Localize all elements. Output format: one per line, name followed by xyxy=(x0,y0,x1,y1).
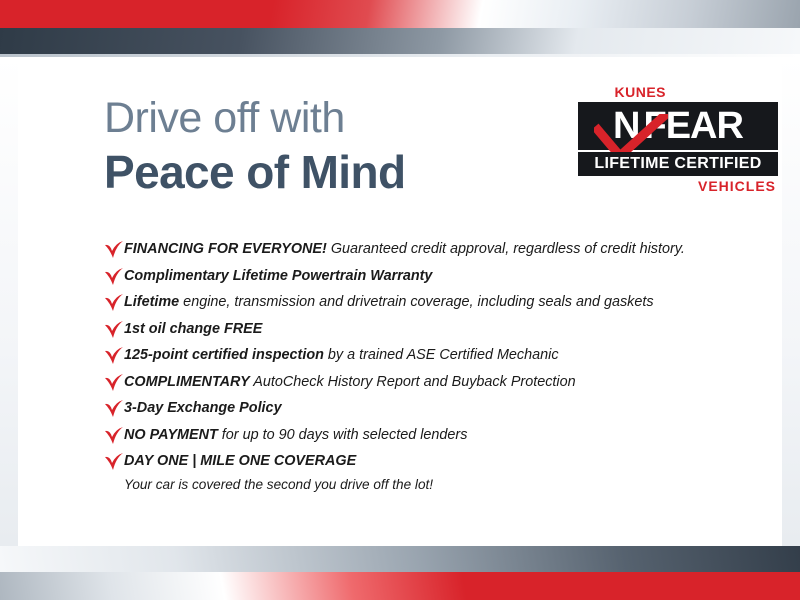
list-item-emphasis: COMPLIMENTARY xyxy=(124,373,250,390)
list-item-emphasis: FINANCING FOR EVERYONE! xyxy=(124,241,327,257)
check-icon-wrap xyxy=(104,347,124,365)
list-item-text xyxy=(124,267,432,286)
list-item-detail: Guaranteed credit approval, regardless of credit history. xyxy=(326,241,685,257)
check-icon xyxy=(104,400,124,418)
check-icon xyxy=(104,294,124,312)
list-item-detail: for up to 90 days with selected lenders xyxy=(217,426,468,443)
logo-footer-text: VEHICLES xyxy=(697,178,776,194)
list-item-detail: AutoCheck History Report and Buyback Protection xyxy=(249,373,576,390)
list-item xyxy=(104,240,744,259)
list-item xyxy=(104,373,744,392)
check-icon-wrap xyxy=(104,241,124,259)
check-icon-wrap xyxy=(104,268,124,286)
check-icon-wrap xyxy=(104,294,124,312)
check-icon xyxy=(104,268,124,286)
page-title xyxy=(104,96,544,198)
list-item-text xyxy=(124,240,685,259)
check-icon-wrap xyxy=(104,374,124,392)
check-icon xyxy=(104,321,124,339)
check-icon-wrap xyxy=(104,453,124,471)
logo-letter-n: N xyxy=(613,104,640,147)
list-item-subtext: Your car is covered the second you drive off the lot! xyxy=(124,476,434,492)
check-icon xyxy=(104,427,124,445)
check-icon xyxy=(104,374,124,392)
list-item-text xyxy=(124,399,282,418)
list-item-text xyxy=(124,346,559,365)
list-item-emphasis: Complimentary Lifetime Powertrain Warranty xyxy=(124,267,433,284)
bottom-grey-band xyxy=(0,546,800,572)
list-item xyxy=(104,399,744,418)
logo-brand-text: KUNES xyxy=(614,84,666,100)
list-item-text xyxy=(124,293,654,312)
list-item-text xyxy=(124,452,356,471)
list-item xyxy=(104,346,744,365)
list-item xyxy=(104,320,744,339)
list-item-text xyxy=(124,426,467,445)
left-edge-band xyxy=(0,57,18,546)
no-fear-logo xyxy=(578,84,778,194)
list-item-emphasis: 1st oil change FREE xyxy=(124,320,263,337)
check-icon xyxy=(104,241,124,259)
list-item-text xyxy=(124,320,262,339)
right-edge-band xyxy=(782,57,800,546)
check-icon-wrap xyxy=(104,427,124,445)
list-item xyxy=(104,293,744,312)
top-grey-band xyxy=(0,28,800,54)
list-item xyxy=(104,426,744,445)
list-item-emphasis: 3-Day Exchange Policy xyxy=(124,400,282,417)
check-icon xyxy=(104,347,124,365)
list-item-text xyxy=(124,373,576,392)
list-item-emphasis: NO PAYMENT xyxy=(124,426,218,443)
benefits-list xyxy=(104,240,744,493)
check-icon xyxy=(104,453,124,471)
list-item-emphasis: Lifetime xyxy=(124,294,180,311)
bottom-red-band xyxy=(0,572,800,600)
check-icon-wrap xyxy=(104,321,124,339)
logo-subtitle: LIFETIME CERTIFIED xyxy=(578,152,778,176)
logo-word-fear: FEAR xyxy=(643,104,743,147)
check-icon-wrap xyxy=(104,400,124,418)
list-item-detail: engine, transmission and drivetrain coverage, including seals and gaskets xyxy=(179,294,654,311)
top-thin-band xyxy=(0,54,800,57)
list-item-detail: by a trained ASE Certified Mechanic xyxy=(323,347,559,364)
list-item xyxy=(104,452,744,471)
list-item-emphasis: 125-point certified inspection xyxy=(124,347,324,364)
headline-line-1: Drive off with xyxy=(104,94,345,142)
logo-main-text xyxy=(578,102,778,150)
list-item xyxy=(104,267,744,286)
list-item-emphasis: DAY ONE | MILE ONE COVERAGE xyxy=(124,453,357,470)
headline-line-2: Peace of Mind xyxy=(104,146,406,199)
top-red-band xyxy=(0,0,800,28)
